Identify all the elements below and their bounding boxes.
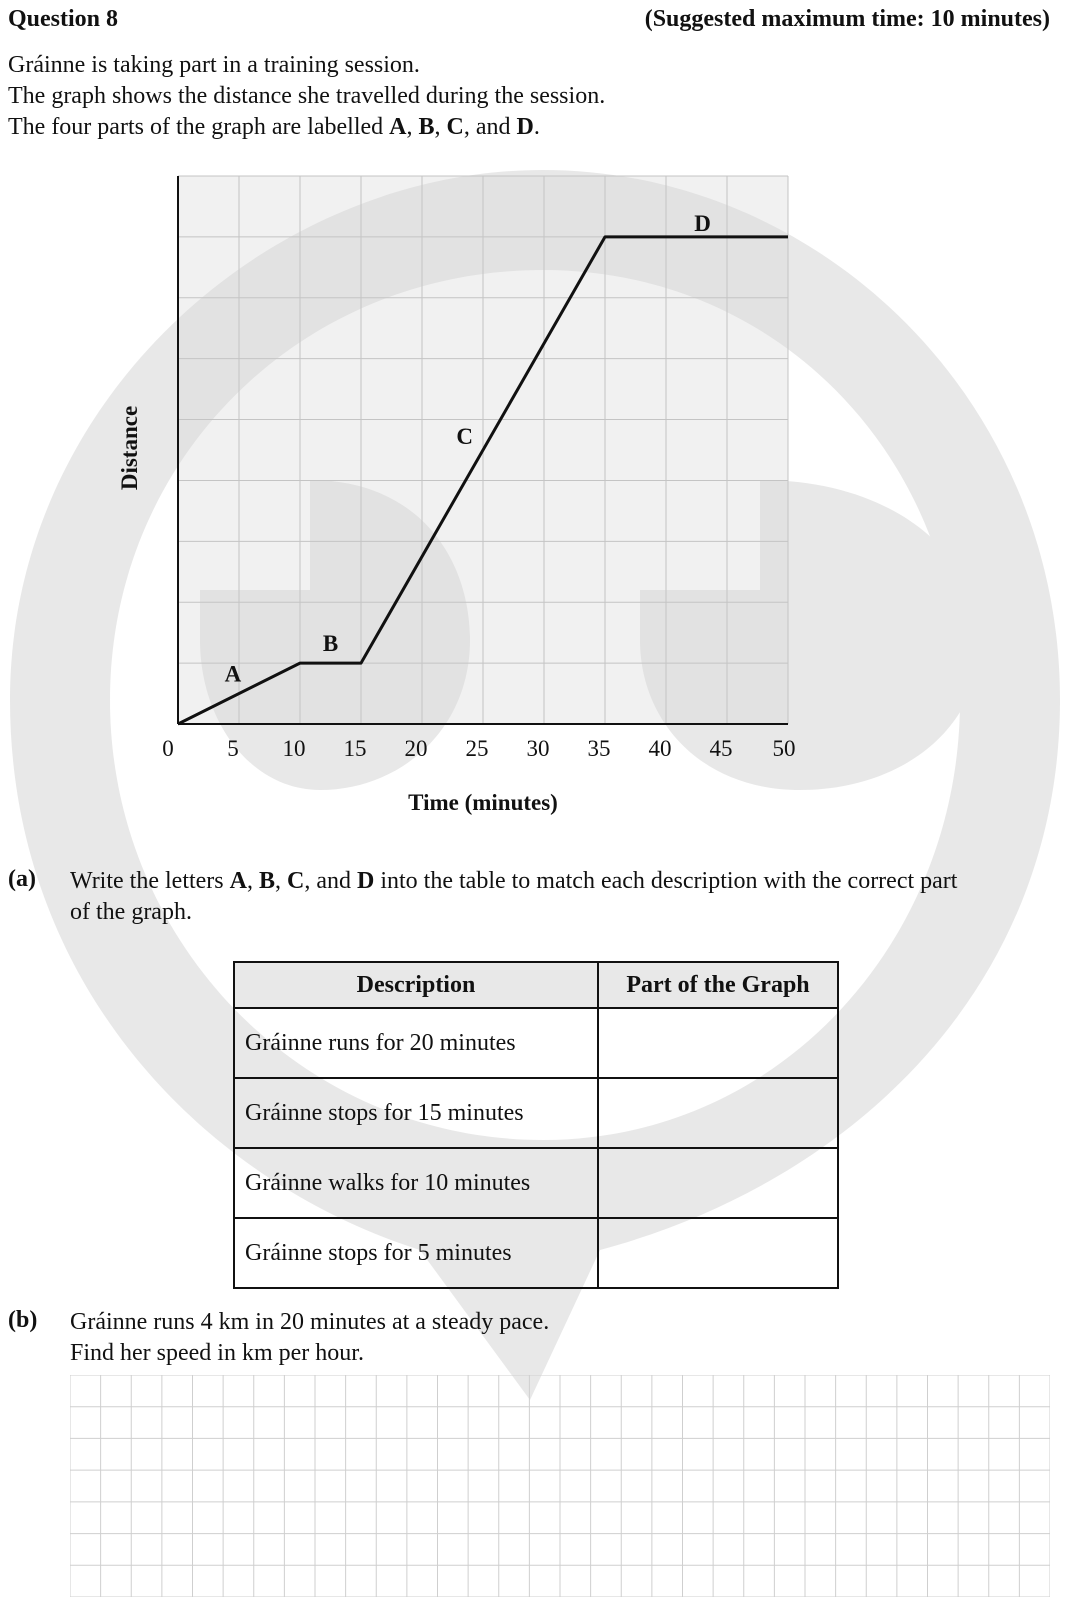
part-b-question	[70, 1307, 549, 1369]
y-axis-label: Distance	[117, 405, 142, 491]
answer-cell[interactable]	[598, 1008, 838, 1078]
segment-label-c: C	[456, 423, 474, 449]
x-tick-label: 10	[282, 736, 306, 761]
x-tick-label: 45	[709, 736, 733, 761]
x-tick-label: 20	[404, 736, 428, 761]
description-cell: Gráinne stops for 5 minutes	[234, 1218, 598, 1288]
x-tick-label: 35	[587, 736, 611, 761]
answer-cell[interactable]	[598, 1078, 838, 1148]
working-area-grid[interactable]	[70, 1375, 1050, 1597]
x-tick-label: 15	[343, 736, 367, 761]
header-description: Description	[234, 962, 598, 1008]
table-header-row	[234, 962, 838, 1008]
answer-table	[233, 961, 839, 1289]
header-part-of-graph: Part of the Graph	[598, 962, 838, 1008]
table-row	[234, 1218, 838, 1288]
x-tick-label: 5	[227, 736, 239, 761]
part-b-line-1: Gráinne runs 4 km in 20 minutes at a steady pace.	[70, 1309, 550, 1335]
x-tick-label: 25	[465, 736, 489, 761]
part-a-instructions: Write the letters A, B, C, and D into the table to match each description with the correct part of the graph.	[70, 868, 958, 925]
description-cell: Gráinne runs for 20 minutes	[234, 1008, 598, 1078]
part-b-label: (b)	[8, 1307, 38, 1333]
segment-label-d: D	[694, 210, 711, 236]
answer-cell[interactable]	[598, 1218, 838, 1288]
x-tick-label: 50	[772, 736, 796, 761]
x-axis-label: Time (minutes)	[408, 790, 558, 815]
part-b-line-2: Find her speed in km per hour.	[70, 1340, 364, 1366]
table-row	[234, 1078, 838, 1148]
x-tick-label: 40	[648, 736, 672, 761]
table-row	[234, 1148, 838, 1218]
intro-line-3: The four parts of the graph are labelled A, B, C, and D.	[8, 114, 540, 140]
intro-line-2: The graph shows the distance she travelled during the session.	[8, 83, 606, 109]
part-a-label: (a)	[8, 866, 36, 892]
x-tick-label: 30	[526, 736, 550, 761]
description-cell: Gráinne walks for 10 minutes	[234, 1148, 598, 1218]
segment-label-b: B	[322, 630, 339, 656]
answer-cell[interactable]	[598, 1148, 838, 1218]
intro-line-1: Gráinne is taking part in a training session.	[8, 52, 420, 78]
question-intro	[8, 50, 605, 143]
x-tick-label: 0	[162, 736, 174, 761]
suggested-time: (Suggested maximum time: 10 minutes)	[644, 6, 1050, 32]
distance-time-graph	[100, 160, 820, 830]
description-cell: Gráinne stops for 15 minutes	[234, 1078, 598, 1148]
table-row	[234, 1008, 838, 1078]
segment-label-a: A	[224, 661, 242, 687]
question-number: Question 8	[8, 6, 119, 32]
